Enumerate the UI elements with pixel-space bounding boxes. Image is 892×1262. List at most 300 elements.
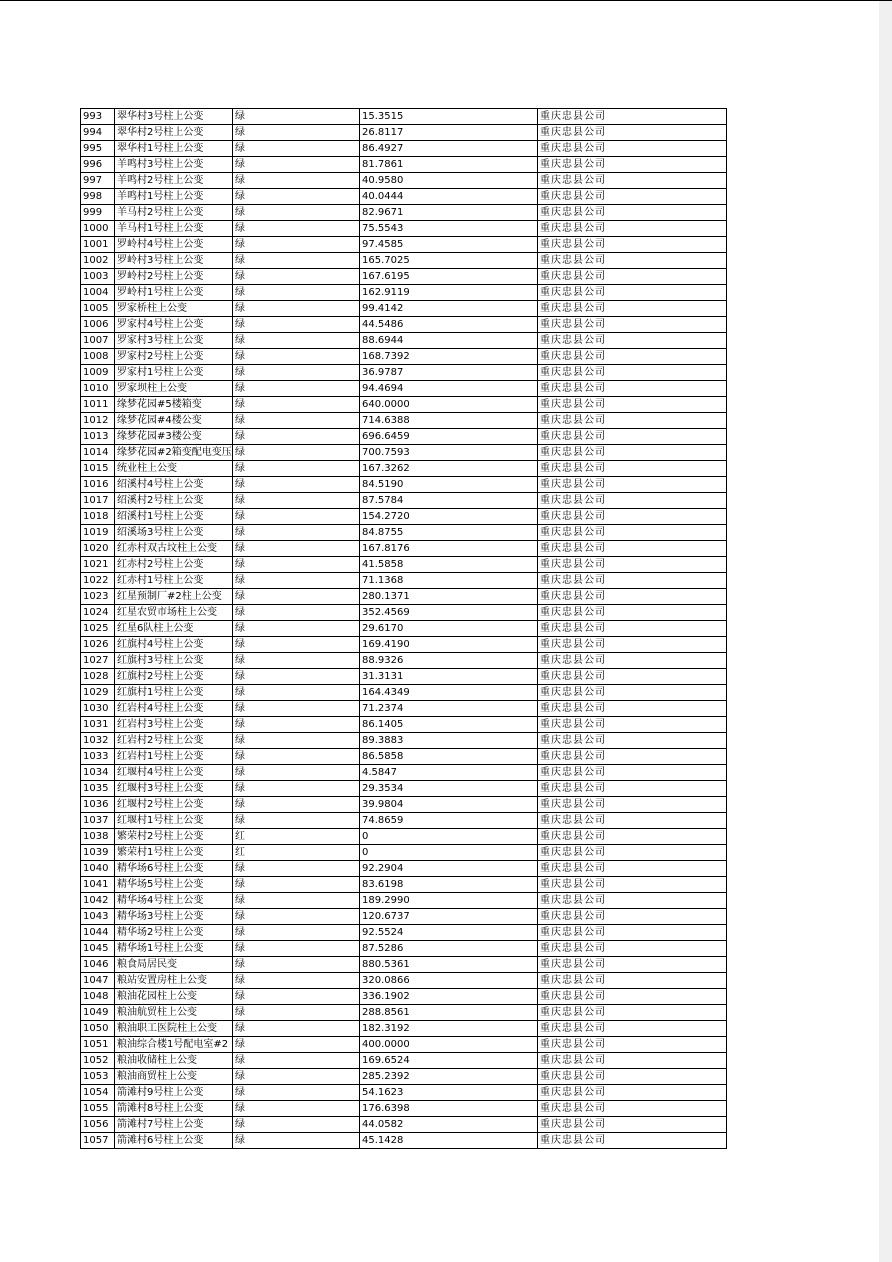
status-color-cell: 绿 <box>233 493 360 509</box>
value-cell: 154.2720 <box>360 509 538 525</box>
company-cell: 重庆忠县公司 <box>538 1085 727 1101</box>
transformer-name-cell: 红堰村2号柱上公变 <box>115 797 233 813</box>
row-number-cell: 1015 <box>81 461 115 477</box>
row-number-cell: 1023 <box>81 589 115 605</box>
value-cell: 40.9580 <box>360 173 538 189</box>
transformer-name-cell: 缘梦花园#2箱变配电变压 <box>115 445 233 461</box>
row-number-cell: 1038 <box>81 829 115 845</box>
transformer-name-cell: 罗家村2号柱上公变 <box>115 349 233 365</box>
row-number-cell: 1033 <box>81 749 115 765</box>
value-cell: 167.8176 <box>360 541 538 557</box>
value-cell: 92.5524 <box>360 925 538 941</box>
value-cell: 4.5847 <box>360 765 538 781</box>
company-cell: 重庆忠县公司 <box>538 1069 727 1085</box>
table-row <box>81 477 727 493</box>
transformer-name-cell: 缘梦花园#5楼箱变 <box>115 397 233 413</box>
row-number-cell: 1002 <box>81 253 115 269</box>
value-cell: 640.0000 <box>360 397 538 413</box>
transformer-name-cell: 红堰村4号柱上公变 <box>115 765 233 781</box>
company-cell: 重庆忠县公司 <box>538 477 727 493</box>
row-number-cell: 1037 <box>81 813 115 829</box>
status-color-cell: 绿 <box>233 957 360 973</box>
table-row <box>81 941 727 957</box>
status-color-cell: 绿 <box>233 877 360 893</box>
company-cell: 重庆忠县公司 <box>538 861 727 877</box>
table-row <box>81 253 727 269</box>
table-body <box>81 109 727 1149</box>
row-number-cell: 1041 <box>81 877 115 893</box>
table-row <box>81 525 727 541</box>
status-color-cell: 绿 <box>233 861 360 877</box>
status-color-cell: 绿 <box>233 477 360 493</box>
row-number-cell: 998 <box>81 189 115 205</box>
row-number-cell: 1028 <box>81 669 115 685</box>
status-color-cell: 绿 <box>233 733 360 749</box>
table-row <box>81 1069 727 1085</box>
row-number-cell: 1016 <box>81 477 115 493</box>
transformer-name-cell: 罗岭村4号柱上公变 <box>115 237 233 253</box>
transformer-name-cell: 红星6队柱上公变 <box>115 621 233 637</box>
company-cell: 重庆忠县公司 <box>538 797 727 813</box>
value-cell: 87.5784 <box>360 493 538 509</box>
value-cell: 182.3192 <box>360 1021 538 1037</box>
table-row <box>81 237 727 253</box>
transformer-name-cell: 红旗村2号柱上公变 <box>115 669 233 685</box>
value-cell: 87.5286 <box>360 941 538 957</box>
transformer-name-cell: 红赤村1号柱上公变 <box>115 573 233 589</box>
company-cell: 重庆忠县公司 <box>538 1101 727 1117</box>
transformer-name-cell: 罗岭村1号柱上公变 <box>115 285 233 301</box>
transformer-name-cell: 绍溪村4号柱上公变 <box>115 477 233 493</box>
table-row <box>81 717 727 733</box>
table-row <box>81 765 727 781</box>
table-row <box>81 333 727 349</box>
row-number-cell: 1050 <box>81 1021 115 1037</box>
transformer-name-cell: 红堰村3号柱上公变 <box>115 781 233 797</box>
transformer-name-cell: 粮站安置房柱上公变 <box>115 973 233 989</box>
company-cell: 重庆忠县公司 <box>538 445 727 461</box>
transformer-name-cell: 粮油综合楼1号配电室#2 <box>115 1037 233 1053</box>
transformer-name-cell: 粮食局居民变 <box>115 957 233 973</box>
transformer-name-cell: 羊马村1号柱上公变 <box>115 221 233 237</box>
value-cell: 74.8659 <box>360 813 538 829</box>
table-row <box>81 365 727 381</box>
transformer-name-cell: 罗家村1号柱上公变 <box>115 365 233 381</box>
status-color-cell: 绿 <box>233 173 360 189</box>
value-cell: 0 <box>360 829 538 845</box>
status-color-cell: 绿 <box>233 125 360 141</box>
row-number-cell: 1053 <box>81 1069 115 1085</box>
transformer-name-cell: 红岩村2号柱上公变 <box>115 733 233 749</box>
status-color-cell: 绿 <box>233 941 360 957</box>
status-color-cell: 绿 <box>233 317 360 333</box>
row-number-cell: 1022 <box>81 573 115 589</box>
status-color-cell: 绿 <box>233 749 360 765</box>
value-cell: 54.1623 <box>360 1085 538 1101</box>
value-cell: 86.1405 <box>360 717 538 733</box>
table-row <box>81 413 727 429</box>
company-cell: 重庆忠县公司 <box>538 125 727 141</box>
transformer-name-cell: 羊鸣村2号柱上公变 <box>115 173 233 189</box>
table-row <box>81 973 727 989</box>
row-number-cell: 994 <box>81 125 115 141</box>
table-row <box>81 845 727 861</box>
transformer-name-cell: 罗岭村3号柱上公变 <box>115 253 233 269</box>
value-cell: 169.6524 <box>360 1053 538 1069</box>
row-number-cell: 995 <box>81 141 115 157</box>
value-cell: 189.2990 <box>360 893 538 909</box>
status-color-cell: 绿 <box>233 589 360 605</box>
row-number-cell: 1005 <box>81 301 115 317</box>
status-color-cell: 绿 <box>233 301 360 317</box>
row-number-cell: 1039 <box>81 845 115 861</box>
row-number-cell: 1036 <box>81 797 115 813</box>
table-row <box>81 573 727 589</box>
value-cell: 696.6459 <box>360 429 538 445</box>
transformer-name-cell: 缘梦花园#4楼公变 <box>115 413 233 429</box>
value-cell: 84.5190 <box>360 477 538 493</box>
row-number-cell: 1021 <box>81 557 115 573</box>
table-row <box>81 1133 727 1149</box>
row-number-cell: 1007 <box>81 333 115 349</box>
table-row <box>81 925 727 941</box>
status-color-cell: 绿 <box>233 765 360 781</box>
table-row <box>81 989 727 1005</box>
transformer-name-cell: 翠华村1号柱上公变 <box>115 141 233 157</box>
status-color-cell: 绿 <box>233 701 360 717</box>
table-row <box>81 861 727 877</box>
company-cell: 重庆忠县公司 <box>538 1021 727 1037</box>
table-row <box>81 1021 727 1037</box>
status-color-cell: 绿 <box>233 349 360 365</box>
scrollbar-track[interactable] <box>879 1 892 1262</box>
company-cell: 重庆忠县公司 <box>538 253 727 269</box>
status-color-cell: 绿 <box>233 1117 360 1133</box>
row-number-cell: 1032 <box>81 733 115 749</box>
company-cell: 重庆忠县公司 <box>538 109 727 125</box>
transformer-name-cell: 精华场6号柱上公变 <box>115 861 233 877</box>
row-number-cell: 1009 <box>81 365 115 381</box>
row-number-cell: 1004 <box>81 285 115 301</box>
row-number-cell: 1046 <box>81 957 115 973</box>
status-color-cell: 绿 <box>233 637 360 653</box>
transformer-name-cell: 红旗村1号柱上公变 <box>115 685 233 701</box>
row-number-cell: 1010 <box>81 381 115 397</box>
row-number-cell: 996 <box>81 157 115 173</box>
transformer-name-cell: 罗岭村2号柱上公变 <box>115 269 233 285</box>
table-row <box>81 125 727 141</box>
transformer-name-cell: 精华场2号柱上公变 <box>115 925 233 941</box>
status-color-cell: 绿 <box>233 205 360 221</box>
row-number-cell: 1027 <box>81 653 115 669</box>
row-number-cell: 1026 <box>81 637 115 653</box>
status-color-cell: 绿 <box>233 1053 360 1069</box>
company-cell: 重庆忠县公司 <box>538 989 727 1005</box>
value-cell: 88.6944 <box>360 333 538 349</box>
value-cell: 81.7861 <box>360 157 538 173</box>
company-cell: 重庆忠县公司 <box>538 525 727 541</box>
value-cell: 176.6398 <box>360 1101 538 1117</box>
table-row <box>81 461 727 477</box>
status-color-cell: 绿 <box>233 445 360 461</box>
transformer-name-cell: 红岩村1号柱上公变 <box>115 749 233 765</box>
status-color-cell: 绿 <box>233 669 360 685</box>
company-cell: 重庆忠县公司 <box>538 301 727 317</box>
row-number-cell: 1030 <box>81 701 115 717</box>
company-cell: 重庆忠县公司 <box>538 733 727 749</box>
status-color-cell: 绿 <box>233 605 360 621</box>
table-row <box>81 429 727 445</box>
status-color-cell: 绿 <box>233 109 360 125</box>
company-cell: 重庆忠县公司 <box>538 429 727 445</box>
status-color-cell: 绿 <box>233 1133 360 1149</box>
value-cell: 44.0582 <box>360 1117 538 1133</box>
table-row <box>81 157 727 173</box>
status-color-cell: 绿 <box>233 813 360 829</box>
company-cell: 重庆忠县公司 <box>538 221 727 237</box>
transformer-name-cell: 粮油收储柱上公变 <box>115 1053 233 1069</box>
value-cell: 165.7025 <box>360 253 538 269</box>
table-row <box>81 509 727 525</box>
table-row <box>81 205 727 221</box>
table-row <box>81 221 727 237</box>
transformer-name-cell: 罗家村4号柱上公变 <box>115 317 233 333</box>
table-row <box>81 141 727 157</box>
value-cell: 285.2392 <box>360 1069 538 1085</box>
table-row <box>81 541 727 557</box>
row-number-cell: 1018 <box>81 509 115 525</box>
company-cell: 重庆忠县公司 <box>538 909 727 925</box>
row-number-cell: 1020 <box>81 541 115 557</box>
company-cell: 重庆忠县公司 <box>538 269 727 285</box>
table-row <box>81 589 727 605</box>
table-row <box>81 685 727 701</box>
value-cell: 92.2904 <box>360 861 538 877</box>
company-cell: 重庆忠县公司 <box>538 893 727 909</box>
transformer-name-cell: 罗家村3号柱上公变 <box>115 333 233 349</box>
status-color-cell: 绿 <box>233 253 360 269</box>
transformer-name-cell: 精华场4号柱上公变 <box>115 893 233 909</box>
row-number-cell: 1042 <box>81 893 115 909</box>
company-cell: 重庆忠县公司 <box>538 717 727 733</box>
value-cell: 44.5486 <box>360 317 538 333</box>
transformer-name-cell: 羊鸣村1号柱上公变 <box>115 189 233 205</box>
value-cell: 82.9671 <box>360 205 538 221</box>
status-color-cell: 绿 <box>233 893 360 909</box>
value-cell: 88.9326 <box>360 653 538 669</box>
transformer-name-cell: 绍溪场3号柱上公变 <box>115 525 233 541</box>
value-cell: 41.5858 <box>360 557 538 573</box>
table-row <box>81 637 727 653</box>
status-color-cell: 绿 <box>233 573 360 589</box>
transformer-name-cell: 翠华村2号柱上公变 <box>115 125 233 141</box>
table-row <box>81 1101 727 1117</box>
company-cell: 重庆忠县公司 <box>538 605 727 621</box>
table-row <box>81 493 727 509</box>
status-color-cell: 绿 <box>233 557 360 573</box>
value-cell: 89.3883 <box>360 733 538 749</box>
transformer-name-cell: 绍溪村2号柱上公变 <box>115 493 233 509</box>
transformer-name-cell: 红旗村3号柱上公变 <box>115 653 233 669</box>
transformer-name-cell: 羊鸣村3号柱上公变 <box>115 157 233 173</box>
value-cell: 880.5361 <box>360 957 538 973</box>
status-color-cell: 绿 <box>233 285 360 301</box>
row-number-cell: 999 <box>81 205 115 221</box>
table-row <box>81 829 727 845</box>
status-color-cell: 绿 <box>233 397 360 413</box>
status-color-cell: 绿 <box>233 221 360 237</box>
value-cell: 99.4142 <box>360 301 538 317</box>
status-color-cell: 红 <box>233 829 360 845</box>
row-number-cell: 1000 <box>81 221 115 237</box>
transformer-name-cell: 红岩村3号柱上公变 <box>115 717 233 733</box>
table-row <box>81 301 727 317</box>
row-number-cell: 1035 <box>81 781 115 797</box>
company-cell: 重庆忠县公司 <box>538 509 727 525</box>
row-number-cell: 1055 <box>81 1101 115 1117</box>
table-row <box>81 1085 727 1101</box>
company-cell: 重庆忠县公司 <box>538 765 727 781</box>
status-color-cell: 绿 <box>233 541 360 557</box>
value-cell: 86.4927 <box>360 141 538 157</box>
company-cell: 重庆忠县公司 <box>538 461 727 477</box>
value-cell: 94.4694 <box>360 381 538 397</box>
table-row <box>81 877 727 893</box>
transformer-name-cell: 箭滩村9号柱上公变 <box>115 1085 233 1101</box>
value-cell: 336.1902 <box>360 989 538 1005</box>
company-cell: 重庆忠县公司 <box>538 957 727 973</box>
transformer-name-cell: 羊马村2号柱上公变 <box>115 205 233 221</box>
status-color-cell: 绿 <box>233 365 360 381</box>
row-number-cell: 1043 <box>81 909 115 925</box>
table-row <box>81 269 727 285</box>
value-cell: 26.8117 <box>360 125 538 141</box>
table-row <box>81 621 727 637</box>
table-row <box>81 701 727 717</box>
row-number-cell: 1047 <box>81 973 115 989</box>
table-row <box>81 605 727 621</box>
company-cell: 重庆忠县公司 <box>538 829 727 845</box>
row-number-cell: 1040 <box>81 861 115 877</box>
status-color-cell: 绿 <box>233 797 360 813</box>
status-color-cell: 红 <box>233 845 360 861</box>
table-row <box>81 749 727 765</box>
company-cell: 重庆忠县公司 <box>538 1133 727 1149</box>
status-color-cell: 绿 <box>233 1101 360 1117</box>
status-color-cell: 绿 <box>233 525 360 541</box>
status-color-cell: 绿 <box>233 333 360 349</box>
table-row <box>81 109 727 125</box>
company-cell: 重庆忠县公司 <box>538 973 727 989</box>
value-cell: 71.2374 <box>360 701 538 717</box>
row-number-cell: 1057 <box>81 1133 115 1149</box>
value-cell: 168.7392 <box>360 349 538 365</box>
row-number-cell: 1051 <box>81 1037 115 1053</box>
table-row <box>81 1053 727 1069</box>
status-color-cell: 绿 <box>233 1005 360 1021</box>
table-row <box>81 381 727 397</box>
transformer-name-cell: 罗家桥柱上公变 <box>115 301 233 317</box>
status-color-cell: 绿 <box>233 909 360 925</box>
status-color-cell: 绿 <box>233 1037 360 1053</box>
company-cell: 重庆忠县公司 <box>538 941 727 957</box>
transformer-name-cell: 翠华村3号柱上公变 <box>115 109 233 125</box>
status-color-cell: 绿 <box>233 1069 360 1085</box>
status-color-cell: 绿 <box>233 413 360 429</box>
table-row <box>81 669 727 685</box>
company-cell: 重庆忠县公司 <box>538 589 727 605</box>
transformer-name-cell: 红赤村双古坟柱上公变 <box>115 541 233 557</box>
value-cell: 320.0866 <box>360 973 538 989</box>
company-cell: 重庆忠县公司 <box>538 653 727 669</box>
company-cell: 重庆忠县公司 <box>538 205 727 221</box>
table-row <box>81 445 727 461</box>
value-cell: 39.9804 <box>360 797 538 813</box>
transformer-name-cell: 粮油商贸柱上公变 <box>115 1069 233 1085</box>
value-cell: 75.5543 <box>360 221 538 237</box>
status-color-cell: 绿 <box>233 157 360 173</box>
status-color-cell: 绿 <box>233 621 360 637</box>
table-row <box>81 733 727 749</box>
company-cell: 重庆忠县公司 <box>538 1005 727 1021</box>
company-cell: 重庆忠县公司 <box>538 1117 727 1133</box>
value-cell: 40.0444 <box>360 189 538 205</box>
value-cell: 36.9787 <box>360 365 538 381</box>
company-cell: 重庆忠县公司 <box>538 173 727 189</box>
table-row <box>81 397 727 413</box>
row-number-cell: 1052 <box>81 1053 115 1069</box>
row-number-cell: 993 <box>81 109 115 125</box>
value-cell: 352.4569 <box>360 605 538 621</box>
company-cell: 重庆忠县公司 <box>538 813 727 829</box>
row-number-cell: 1017 <box>81 493 115 509</box>
status-color-cell: 绿 <box>233 685 360 701</box>
status-color-cell: 绿 <box>233 717 360 733</box>
company-cell: 重庆忠县公司 <box>538 781 727 797</box>
table-row <box>81 781 727 797</box>
value-cell: 162.9119 <box>360 285 538 301</box>
status-color-cell: 绿 <box>233 925 360 941</box>
row-number-cell: 1056 <box>81 1117 115 1133</box>
row-number-cell: 1054 <box>81 1085 115 1101</box>
table-row <box>81 285 727 301</box>
value-cell: 400.0000 <box>360 1037 538 1053</box>
value-cell: 71.1368 <box>360 573 538 589</box>
row-number-cell: 1019 <box>81 525 115 541</box>
transformer-name-cell: 统业柱上公变 <box>115 461 233 477</box>
row-number-cell: 1034 <box>81 765 115 781</box>
company-cell: 重庆忠县公司 <box>538 397 727 413</box>
company-cell: 重庆忠县公司 <box>538 541 727 557</box>
row-number-cell: 1024 <box>81 605 115 621</box>
company-cell: 重庆忠县公司 <box>538 141 727 157</box>
value-cell: 288.8561 <box>360 1005 538 1021</box>
transformer-name-cell: 粮油职工医院柱上公变 <box>115 1021 233 1037</box>
row-number-cell: 1011 <box>81 397 115 413</box>
table-row <box>81 957 727 973</box>
row-number-cell: 1012 <box>81 413 115 429</box>
row-number-cell: 1014 <box>81 445 115 461</box>
status-color-cell: 绿 <box>233 237 360 253</box>
table-row <box>81 557 727 573</box>
transformer-name-cell: 红星预制厂#2柱上公变 <box>115 589 233 605</box>
value-cell: 97.4585 <box>360 237 538 253</box>
status-color-cell: 绿 <box>233 973 360 989</box>
table-row <box>81 1117 727 1133</box>
value-cell: 45.1428 <box>360 1133 538 1149</box>
row-number-cell: 1029 <box>81 685 115 701</box>
company-cell: 重庆忠县公司 <box>538 413 727 429</box>
